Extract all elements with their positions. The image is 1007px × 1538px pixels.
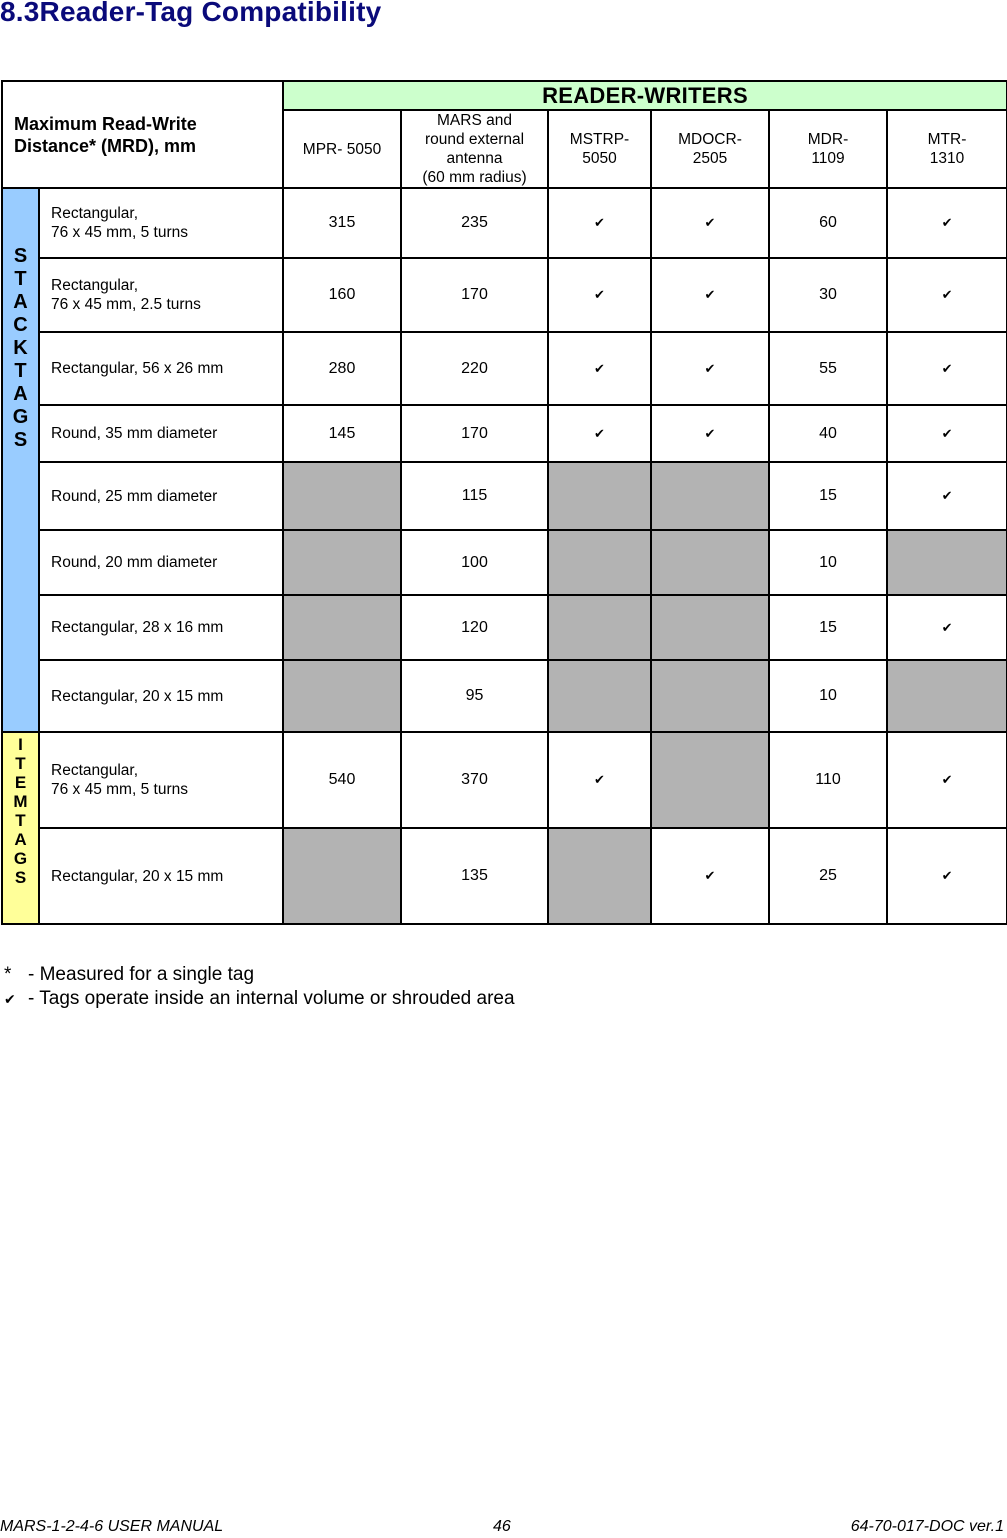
tag-name-cell: Rectangular, 20 x 15 mm (39, 828, 283, 924)
check-icon: ✔ (594, 360, 605, 376)
tag-name-cell: Rectangular, 28 x 16 mm (39, 595, 283, 660)
not-applicable-cell (548, 530, 651, 595)
table-row (2, 188, 1007, 258)
check-icon: ✔ (704, 425, 716, 441)
check-icon: ✔ (941, 360, 953, 376)
value-cell (887, 462, 1007, 530)
doc-version: 64-70-017-DOC ver.1 (850, 1518, 1004, 1535)
value-cell (548, 258, 651, 332)
tag-name-cell: Rectangular, 56 x 26 mm (39, 332, 283, 405)
value-cell (651, 405, 769, 462)
check-icon: ✔ (594, 215, 605, 230)
check-icon: ✔ (704, 360, 716, 376)
value-cell: 25 (769, 828, 887, 924)
value-cell: 120 (401, 595, 548, 660)
value-cell: 10 (769, 660, 887, 732)
not-applicable-cell (548, 660, 651, 732)
value-cell: 30 (769, 258, 887, 332)
value-cell: 280 (283, 332, 401, 405)
not-applicable-cell (283, 828, 401, 924)
check-icon: ✔ (941, 619, 953, 635)
reader-column-header: MDR- 1109 (769, 110, 887, 188)
value-cell: 145 (283, 405, 401, 462)
not-applicable-cell (651, 660, 769, 732)
value-cell: 15 (769, 595, 887, 660)
value-cell: 115 (401, 462, 548, 530)
item-tags-group-label: I T E M T A G S (2, 732, 39, 924)
check-icon: ✔ (594, 772, 605, 787)
tag-name-cell: Round, 35 mm diameter (39, 405, 283, 462)
tag-name-cell: Rectangular, 76 x 45 mm, 5 turns (39, 732, 283, 828)
value-cell: 170 (401, 258, 548, 332)
not-applicable-cell (283, 530, 401, 595)
not-applicable-cell (548, 828, 651, 924)
check-icon: ✔ (941, 488, 953, 503)
page-number: 46 (493, 1518, 511, 1535)
value-cell: 95 (401, 660, 548, 732)
value-cell (651, 258, 769, 332)
compatibility-table (1, 80, 1007, 925)
check-icon: ✔ (704, 868, 716, 883)
check-icon: ✔ (594, 425, 605, 441)
not-applicable-cell (283, 660, 401, 732)
check-icon: ✔ (941, 772, 953, 787)
table-row (2, 732, 1007, 828)
table-row (2, 405, 1007, 462)
value-cell: 315 (283, 188, 401, 258)
value-cell: 135 (401, 828, 548, 924)
not-applicable-cell (651, 595, 769, 660)
table-row (2, 332, 1007, 405)
value-cell (651, 332, 769, 405)
value-cell (887, 188, 1007, 258)
value-cell (887, 258, 1007, 332)
value-cell (887, 595, 1007, 660)
not-applicable-cell (887, 530, 1007, 595)
value-cell: 110 (769, 732, 887, 828)
section-title: 8.3Reader-Tag Compatibility (0, 0, 382, 27)
value-cell (887, 405, 1007, 462)
footnote-measured: * - Measured for a single tag (4, 964, 255, 985)
reader-column-header: MDOCR- 2505 (651, 110, 769, 188)
table-row (2, 660, 1007, 732)
table-row (2, 530, 1007, 595)
tag-name-cell: Rectangular, 76 x 45 mm, 5 turns (39, 188, 283, 258)
not-applicable-cell (887, 660, 1007, 732)
reader-column-header: MTR- 1310 (887, 110, 1007, 188)
table-row (2, 462, 1007, 530)
tag-name-cell: Rectangular, 20 x 15 mm (39, 660, 283, 732)
check-icon: ✔ (941, 215, 953, 230)
not-applicable-cell (651, 462, 769, 530)
not-applicable-cell (651, 530, 769, 595)
value-cell (887, 828, 1007, 924)
reader-column-header: MPR- 5050 (283, 110, 401, 188)
footer-manual-name: MARS-1-2-4-6 USER MANUAL (0, 1518, 224, 1535)
value-cell: 235 (401, 188, 548, 258)
reader-column-header: MSTRP- 5050 (548, 110, 651, 188)
value-cell: 170 (401, 405, 548, 462)
reader-column-header: MARS and round external antenna (60 mm radius) (401, 110, 548, 188)
table-row (2, 258, 1007, 332)
not-applicable-cell (283, 462, 401, 530)
tag-name-cell: Rectangular, 76 x 45 mm, 2.5 turns (39, 258, 283, 332)
value-cell (548, 332, 651, 405)
value-cell: 540 (283, 732, 401, 828)
not-applicable-cell (548, 462, 651, 530)
not-applicable-cell (283, 595, 401, 660)
value-cell (651, 828, 769, 924)
table-row (2, 828, 1007, 924)
value-cell (548, 188, 651, 258)
value-cell: 60 (769, 188, 887, 258)
check-icon: ✔ (941, 868, 953, 883)
tag-name-cell: Round, 20 mm diameter (39, 530, 283, 595)
value-cell: 160 (283, 258, 401, 332)
value-cell: 370 (401, 732, 548, 828)
value-cell: 10 (769, 530, 887, 595)
value-cell (887, 332, 1007, 405)
footnotes (4, 963, 515, 1011)
stack-tags-group-label: S T A C K T A G S (2, 188, 39, 732)
value-cell: 220 (401, 332, 548, 405)
value-cell: 40 (769, 405, 887, 462)
check-icon: ✔ (704, 215, 716, 230)
reader-writers-header: READER-WRITERS (283, 81, 1007, 110)
not-applicable-cell (548, 595, 651, 660)
value-cell: 15 (769, 462, 887, 530)
value-cell (887, 732, 1007, 828)
check-icon: ✔ (941, 425, 953, 441)
value-cell: 55 (769, 332, 887, 405)
check-icon: ✔ (594, 287, 605, 302)
not-applicable-cell (651, 732, 769, 828)
check-icon: ✔ (941, 287, 953, 302)
value-cell (651, 188, 769, 258)
page-footer (0, 1518, 1004, 1538)
mrd-header: Maximum Read-Write Distance* (MRD), mm (2, 81, 283, 188)
table-row (2, 595, 1007, 660)
value-cell: 100 (401, 530, 548, 595)
value-cell (548, 405, 651, 462)
value-cell (548, 732, 651, 828)
check-icon: ✔ (4, 991, 16, 1007)
tag-name-cell: Round, 25 mm diameter (39, 462, 283, 530)
check-icon: ✔ (704, 287, 716, 302)
footnote-check: ✔ - Tags operate inside an internal volume or shrouded area (4, 988, 515, 1009)
